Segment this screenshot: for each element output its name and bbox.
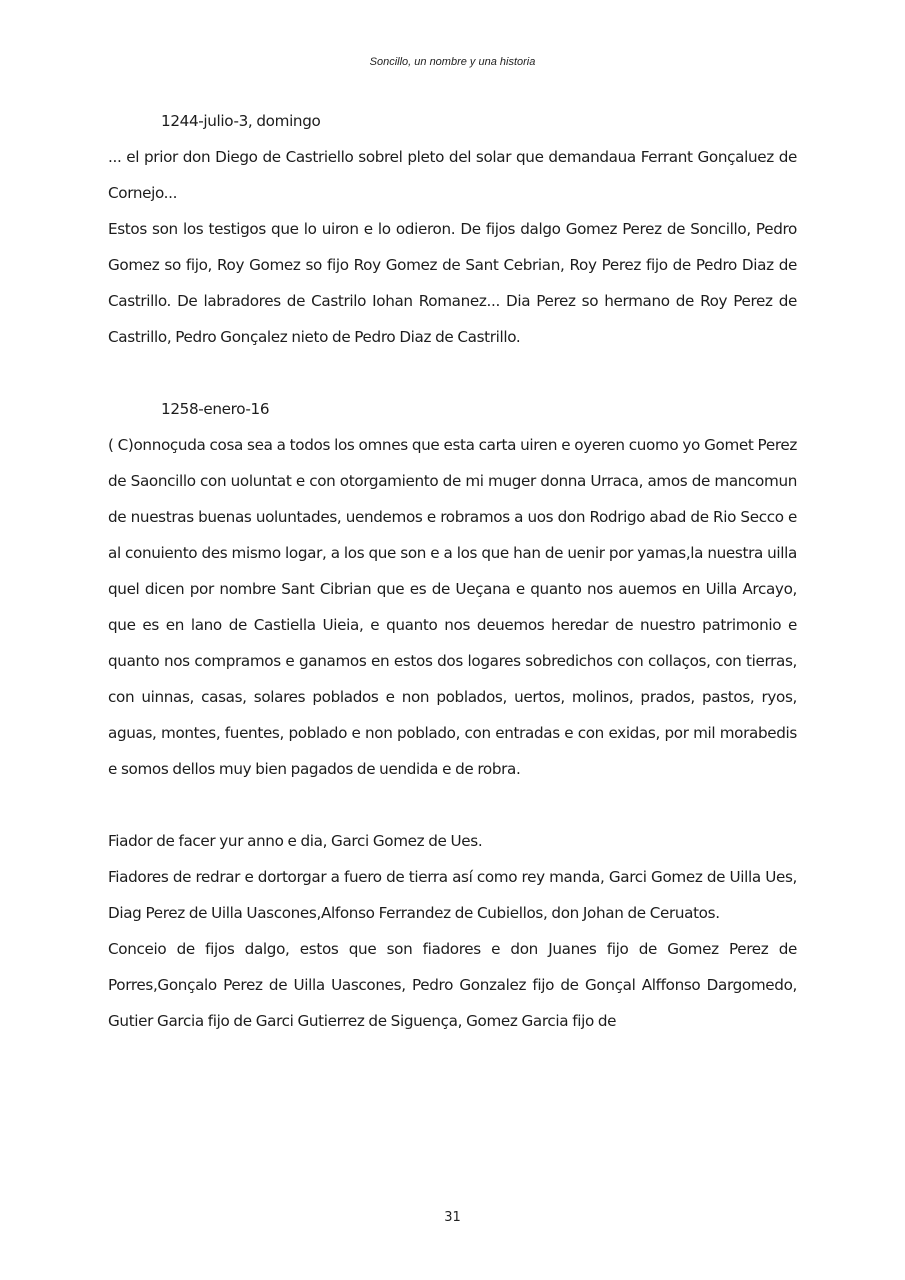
running-header: Soncillo, un nombre y una historia [369,56,536,68]
entry-date-1244: 1244-julio-3, domingo [161,112,321,130]
section-spacer [108,787,797,823]
entry-date-1258: 1258-enero-16 [161,400,270,418]
excerpt-1244: ... el prior don Diego de Castriello sobrel pleto del solar que demandaua Ferrant Gonçaluez de Cornejo... [108,148,797,202]
page-number: 31 [444,1210,461,1225]
fiadores-paragraph: Fiadores de redrar e dortorgar a fuero de tierra así como rey manda, Garci Gomez de Uilla Ues, Diag Perez de Uilla Uascones,Alfonso Ferrandez de Cubiellos, don Johan de Ceruatos. [108,868,797,922]
conceio-paragraph: Conceio de fijos dalgo, estos que son fiadores e don Juanes fijo de Gomez Perez de Porres,Gonçalo Perez de Uilla Uascones, Pedro Gonzalez fijo de Gonçal Alffonso Dargomedo, Gutier Garcia fijo de Garci Gutierrez de Siguença, Gomez Garcia fijo de [108,940,797,1030]
section-spacer [108,355,797,391]
fiador-paragraph: Fiador de facer yur anno e dia, Garci Gomez de Ues. [108,832,483,850]
page-body [108,103,797,1039]
witnesses-1244: Estos son los testigos que lo uiron e lo odieron. De fijos dalgo Gomez Perez de Soncillo, Pedro Gomez so fijo, Roy Gomez so fijo Roy Gomez de Sant Cebrian, Roy Perez fijo de Pedro Diaz de Castrillo. De labradores de Castrilo Iohan Romanez... Dia Perez so hermano de Roy Perez de Castrillo, Pedro Gonçalez nieto de Pedro Diaz de Castrillo. [108,220,797,346]
charter-text-1258: ( C)onnoçuda cosa sea a todos los omnes que esta carta uiren e oyeren cuomo yo Gomet Perez de Saoncillo con uoluntat e con otorgamiento de mi muger donna Urraca, amos de mancomun de nuestras buenas uoluntades, uendemos e robramos a uos don Rodrigo abad de Rio Secco e al conuiento des mismo logar, a los que son e a los que han de uenir por yamas,la nuestra uilla quel dicen por nombre Sant Cibrian que es de Ueçana e quanto nos auemos en Uilla Arcayo, que es en lano de Castiella Uieia, e quanto nos deuemos heredar de nuestro patrimonio e quanto nos compramos e ganamos en estos dos logares sobredichos con collaços, con tierras, con uinnas, casas, solares poblados e non poblados, uertos, molinos, prados, pastos, ryos, aguas, montes, fuentes, poblado e non poblado, con entradas e con exidas, por mil morabedis e somos dellos muy bien pagados de uendida e de robra. [108,436,797,778]
